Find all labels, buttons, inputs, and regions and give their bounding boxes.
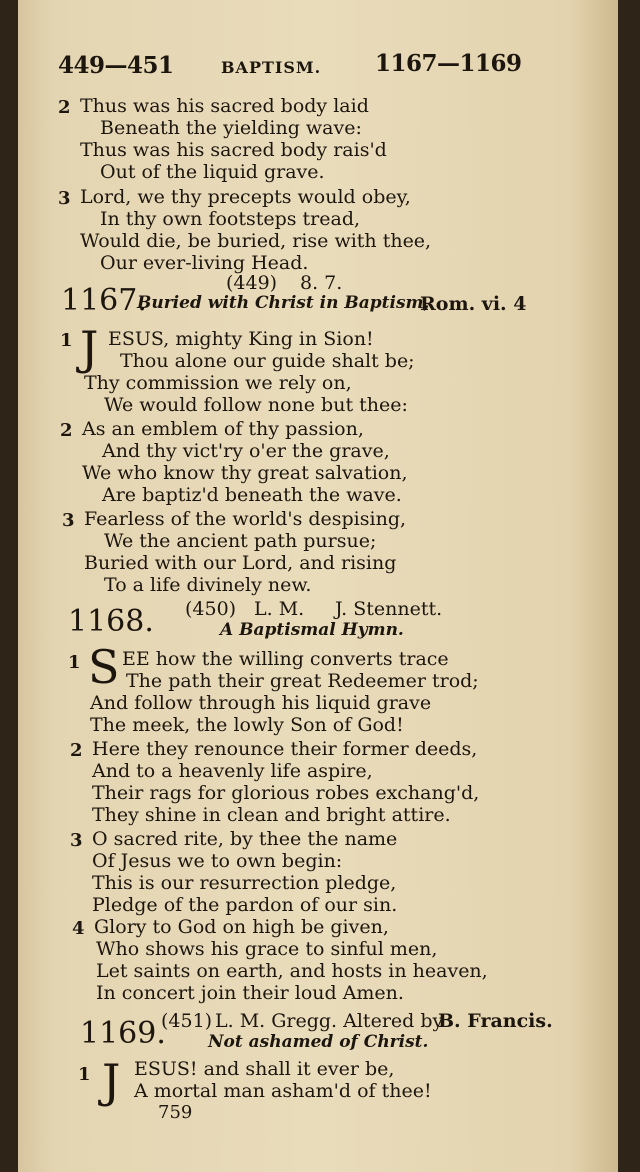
verse-line: And follow through his liquid grave (90, 692, 432, 714)
verse-line: EE how the willing converts trace (122, 648, 449, 670)
verse-line: Who shows his grace to sinful men, (96, 938, 438, 960)
page-number: 759 (158, 1102, 193, 1123)
verse-number: 3 (62, 510, 75, 531)
verse-line: We would follow none but thee: (104, 394, 408, 416)
hymn-title: Buried with Christ in Baptism, (137, 293, 430, 313)
header-section-title: BAPTISM. (221, 58, 322, 77)
drop-cap: J (102, 1054, 121, 1108)
hymn-meter: 8. 7. (300, 272, 343, 294)
header-hymn-range-right: 1167—1169 (375, 50, 522, 77)
verse-line: We the ancient path pursue; (104, 530, 377, 552)
verse-line: And to a heavenly life aspire, (92, 760, 373, 782)
verse-line: Beneath the yielding wave: (100, 117, 362, 139)
hymn-author: B. Francis. (438, 1010, 553, 1032)
verse-line: The path their great Redeemer trod; (126, 670, 479, 692)
verse-line: Of Jesus we to own begin: (92, 850, 343, 872)
verse-number: 2 (70, 740, 83, 761)
verse-line: Buried with our Lord, and rising (84, 552, 397, 574)
verse-line: And thy vict'ry o'er the grave, (102, 440, 390, 462)
verse-line: Would die, be buried, rise with thee, (80, 230, 432, 252)
verse-line: Their rags for glorious robes exchang'd, (92, 782, 480, 804)
hymn-number: 1169. (80, 1016, 166, 1051)
verse-number: 3 (58, 188, 71, 209)
hymn-alt-number: (450) (185, 598, 237, 620)
hymn-meter: L. M. (254, 598, 305, 620)
verse-number: 2 (58, 97, 71, 118)
verse-line: Lord, we thy precepts would obey, (80, 186, 411, 208)
verse-line: O sacred rite, by thee the name (92, 828, 398, 850)
drop-cap: S (88, 640, 120, 694)
verse-line: Thus was his sacred body laid (80, 95, 369, 117)
verse-number: 3 (70, 830, 83, 851)
verse-line: A mortal man asham'd of thee! (134, 1080, 432, 1102)
verse-number: 1 (68, 652, 81, 673)
verse-line: Thy commission we rely on, (84, 372, 352, 394)
verse-line: Thou alone our guide shalt be; (120, 350, 415, 372)
verse-line: Let saints on earth, and hosts in heaven, (96, 960, 488, 982)
hymn-title: A Baptismal Hymn. (220, 620, 404, 640)
verse-line: Our ever-living Head. (100, 252, 309, 274)
verse-line: ESUS! and shall it ever be, (134, 1058, 395, 1080)
verse-line: To a life divinely new. (104, 574, 312, 596)
verse-line: As an emblem of thy passion, (82, 418, 364, 440)
hymn-author: J. Stennett. (335, 598, 443, 620)
verse-line: ESUS, mighty King in Sion! (108, 328, 374, 350)
hymn-number: 1167. (61, 283, 147, 318)
verse-number: 4 (72, 918, 85, 939)
verse-line: Glory to God on high be given, (94, 916, 389, 938)
drop-cap: J (80, 321, 99, 375)
verse-line: Are baptiz'd beneath the wave. (102, 484, 402, 506)
verse-line: Pledge of the pardon of our sin. (92, 894, 398, 916)
verse-line: We who know thy great salvation, (82, 462, 408, 484)
verse-line: They shine in clean and bright attire. (92, 804, 451, 826)
verse-number: 2 (60, 420, 73, 441)
verse-line: Here they renounce their former deeds, (92, 738, 478, 760)
verse-line: In concert join their loud Amen. (96, 982, 404, 1004)
verse-line: Out of the liquid grave. (100, 161, 325, 183)
verse-line: Fearless of the world's despising, (84, 508, 407, 530)
verse-number: 1 (78, 1064, 91, 1085)
scripture-reference: Rom. vi. 4 (420, 293, 527, 315)
verse-line: This is our resurrection pledge, (92, 872, 397, 894)
hymn-number: 1168. (68, 604, 154, 639)
verse-line: Thus was his sacred body rais'd (80, 139, 387, 161)
hymnal-page (18, 0, 618, 1172)
hymn-alt-number: (449) (226, 272, 278, 294)
hymn-title: Not ashamed of Christ. (208, 1032, 429, 1052)
hymn-meter: L. M. Gregg. Altered by (215, 1010, 444, 1032)
hymn-alt-number: (451) (161, 1010, 213, 1032)
verse-line: In thy own footsteps tread, (100, 208, 361, 230)
header-hymn-range-left: 449—451 (58, 52, 174, 79)
verse-line: The meek, the lowly Son of God! (90, 714, 404, 736)
verse-number: 1 (60, 330, 73, 351)
